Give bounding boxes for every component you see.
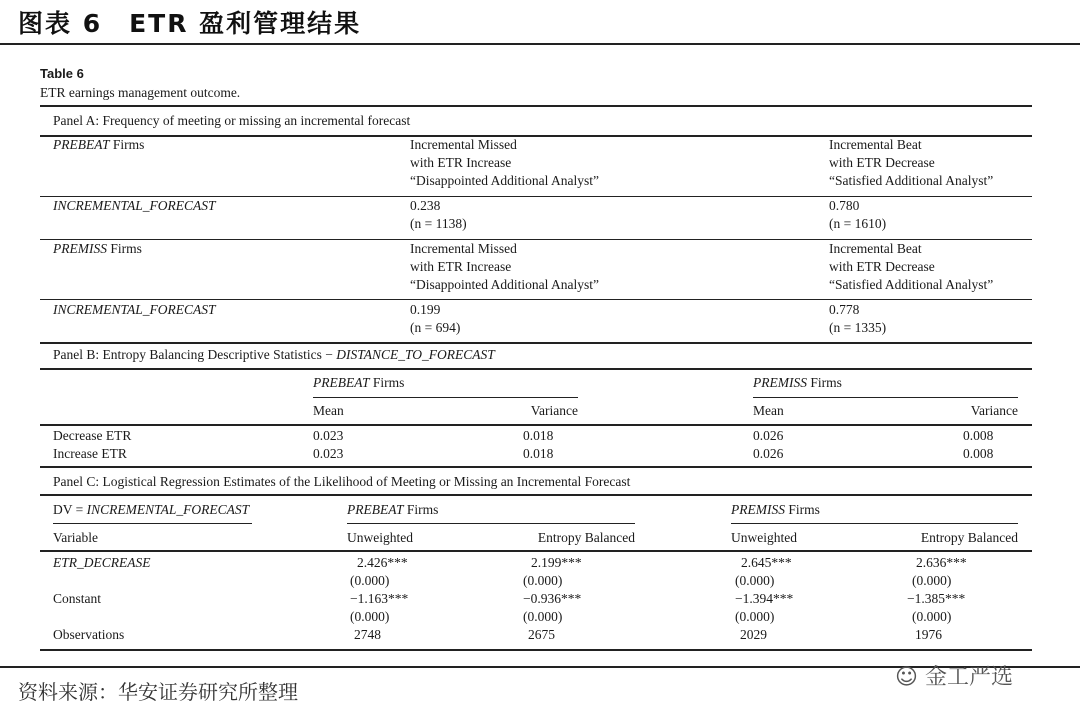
- table-label: Table 6: [40, 66, 84, 81]
- cell: 0.008: [963, 446, 994, 461]
- firm-suffix: Firms: [369, 375, 405, 390]
- col-header: Unweighted: [731, 530, 797, 545]
- divider: [40, 342, 1032, 344]
- dv-prefix: DV =: [53, 502, 87, 517]
- cell: 0.018: [523, 428, 554, 443]
- cell: 2748: [354, 627, 381, 642]
- count: (n = 694): [410, 320, 461, 335]
- firm-label: [53, 240, 142, 258]
- firm-suffix: Firms: [106, 241, 142, 256]
- count: (n = 1335): [829, 320, 887, 335]
- cell: 2.645***: [741, 555, 792, 570]
- cell: 0.023: [313, 446, 344, 461]
- count: (n = 1138): [410, 216, 467, 231]
- divider: [40, 424, 1032, 426]
- cell: 1976: [915, 627, 942, 642]
- cell: −1.163***: [350, 591, 409, 606]
- col-header: with ETR Decrease: [829, 155, 935, 170]
- col-header: Mean: [313, 403, 344, 418]
- divider: [40, 550, 1032, 552]
- col-header: “Satisfied Additional Analyst”: [829, 173, 994, 188]
- dv-name: INCREMENTAL_FORECAST: [86, 502, 250, 517]
- firm-name: PREMISS: [731, 502, 785, 517]
- title-text: Panel B: Entropy Balancing Descriptive Statistics −: [53, 347, 337, 362]
- divider: [40, 494, 1032, 496]
- firm-suffix: Firms: [403, 502, 439, 517]
- firm-label: [53, 136, 144, 154]
- cell: 2.199***: [531, 555, 582, 570]
- divider: [40, 368, 1032, 370]
- divider: [40, 466, 1032, 468]
- source-note: 资料来源：华安证券研究所整理: [18, 680, 298, 704]
- col-header: Variable: [53, 530, 98, 545]
- cell: 2.426***: [357, 555, 408, 570]
- divider: [40, 299, 1032, 300]
- cell: (0.000): [735, 609, 775, 624]
- col-header: Variance: [970, 403, 1018, 418]
- cell: (0.000): [523, 573, 563, 588]
- col-header: with ETR Increase: [410, 259, 512, 274]
- row-label: Increase ETR: [53, 446, 127, 461]
- firm-suffix: Firms: [109, 137, 145, 152]
- variable-label: INCREMENTAL_FORECAST: [53, 198, 216, 213]
- row-label: ETR_DECREASE: [53, 555, 151, 570]
- firm-suffix: Firms: [806, 375, 842, 390]
- firm-name: PREBEAT: [313, 375, 370, 390]
- cell: 0.018: [523, 446, 554, 461]
- value: 0.778: [829, 302, 860, 317]
- divider: [731, 523, 1018, 524]
- group-header: [731, 501, 820, 519]
- row-label: Constant: [53, 591, 102, 606]
- col-header: Unweighted: [347, 530, 413, 545]
- col-header: with ETR Decrease: [829, 259, 935, 274]
- divider: [347, 523, 635, 524]
- cell: 0.023: [313, 428, 344, 443]
- cell: (0.000): [735, 573, 775, 588]
- cell: 2.636***: [916, 555, 967, 570]
- col-header: Incremental Beat: [829, 137, 922, 152]
- cell: −1.385***: [907, 591, 966, 606]
- divider: [313, 397, 578, 398]
- firm-suffix: Firms: [784, 502, 820, 517]
- wechat-icon: ☺: [895, 665, 918, 690]
- cell: 2675: [528, 627, 555, 642]
- cell: (0.000): [350, 573, 390, 588]
- cell: (0.000): [912, 609, 952, 624]
- variable-label: INCREMENTAL_FORECAST: [53, 302, 216, 317]
- group-header: [753, 374, 842, 392]
- cell: 0.026: [753, 446, 784, 461]
- col-header: Mean: [753, 403, 784, 418]
- cell: −0.936***: [523, 591, 582, 606]
- cell: (0.000): [912, 573, 952, 588]
- panel-b-title: [53, 346, 495, 364]
- panel-a-title: Panel A: Frequency of meeting or missing an incremental forecast: [53, 113, 411, 128]
- row-label: Decrease ETR: [53, 428, 132, 443]
- divider: [0, 43, 1080, 45]
- col-header: “Satisfied Additional Analyst”: [829, 277, 994, 292]
- watermark: [895, 660, 1013, 691]
- value: 0.238: [410, 198, 441, 213]
- firm-name: PREMISS: [753, 375, 807, 390]
- divider: [40, 105, 1032, 107]
- col-header: Entropy Balanced: [537, 530, 635, 545]
- col-header: Incremental Missed: [410, 241, 517, 256]
- value: 0.199: [410, 302, 441, 317]
- panel-c-title: Panel C: Logistical Regression Estimates of the Likelihood of Meeting or Missing an Incremental Forecast: [53, 474, 631, 489]
- group-header: [313, 374, 404, 392]
- value: 0.780: [829, 198, 860, 213]
- col-header: Incremental Missed: [410, 137, 517, 152]
- cell: 0.026: [753, 428, 784, 443]
- col-header: Entropy Balanced: [920, 530, 1018, 545]
- firm-name: PREBEAT: [347, 502, 404, 517]
- cell: (0.000): [523, 609, 563, 624]
- col-header: Variance: [530, 403, 578, 418]
- divider: [753, 397, 1018, 398]
- title-var: DISTANCE_TO_FORECAST: [336, 347, 495, 362]
- cell: 0.008: [963, 428, 994, 443]
- col-header: “Disappointed Additional Analyst”: [410, 173, 599, 188]
- col-header: Incremental Beat: [829, 241, 922, 256]
- cell: −1.394***: [735, 591, 794, 606]
- divider: [53, 523, 252, 524]
- count: (n = 1610): [829, 216, 887, 231]
- divider: [40, 649, 1032, 651]
- col-header: “Disappointed Additional Analyst”: [410, 277, 599, 292]
- group-header: [347, 501, 438, 519]
- table-caption: ETR earnings management outcome.: [40, 85, 241, 100]
- firm-name: PREBEAT: [53, 137, 110, 152]
- cell: 2029: [740, 627, 767, 642]
- figure-title: 图表 6 ETR 盈利管理结果: [18, 9, 362, 38]
- watermark-text: 金工严选: [924, 665, 1013, 690]
- dv-label: [53, 501, 249, 519]
- row-label: Observations: [53, 627, 125, 642]
- col-header: with ETR Increase: [410, 155, 512, 170]
- cell: (0.000): [350, 609, 390, 624]
- firm-name: PREMISS: [53, 241, 107, 256]
